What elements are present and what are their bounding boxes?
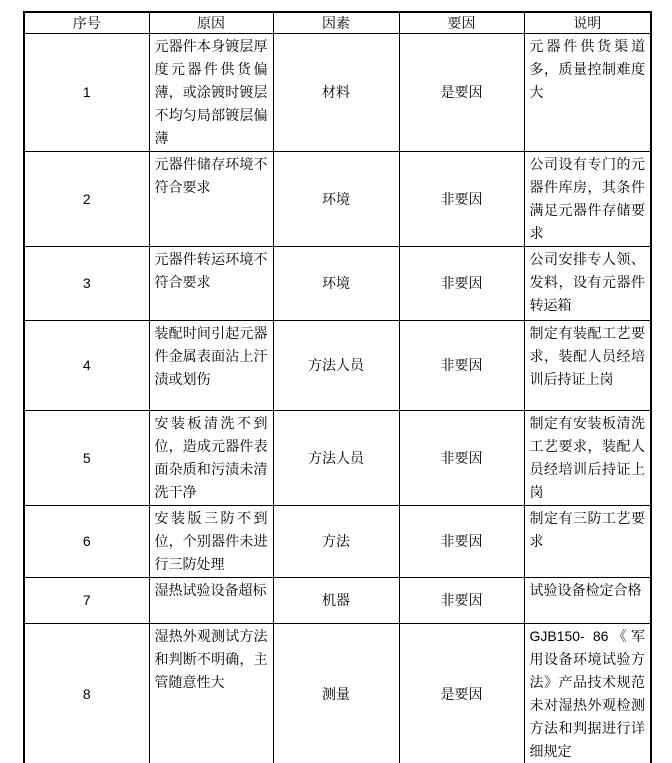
- cell-note: GJB150- 86《军用设备环境试验方法》产品技术规范未对湿热外观检测方法和判据进行详细规定: [524, 624, 651, 763]
- table-row: [24, 411, 651, 506]
- table-row: [24, 506, 651, 578]
- cell-note: 制定有安装板清洗工艺要求，装配人员经培训后持证上岗: [524, 411, 651, 506]
- col-header-factor: 因素: [273, 12, 399, 34]
- cell-no: 7: [24, 578, 149, 624]
- cell-decision: 非要因: [399, 247, 524, 321]
- table-row: [24, 321, 651, 411]
- table-row: [24, 578, 651, 624]
- cell-decision: 非要因: [399, 411, 524, 506]
- cell-factor: 测量: [273, 624, 399, 763]
- cell-note: 元器件供货渠道多，质量控制难度大: [524, 34, 651, 152]
- cell-no: 1: [24, 34, 149, 152]
- col-header-note: 说明: [524, 12, 651, 34]
- cell-decision: 非要因: [399, 152, 524, 247]
- cell-cause: 湿热试验设备超标: [149, 578, 273, 624]
- cell-factor: 方法人员: [273, 321, 399, 411]
- cell-cause: 安装版三防不到位，个别器件未进行三防处理: [149, 506, 273, 578]
- cell-decision: 是要因: [399, 624, 524, 763]
- cell-no: 2: [24, 152, 149, 247]
- table-row: [24, 34, 651, 152]
- cell-cause: 装配时间引起元器件金属表面沾上汗渍或划伤: [149, 321, 273, 411]
- cell-cause: 湿热外观测试方法和判断不明确，主管随意性大: [149, 624, 273, 763]
- cause-analysis-table: [23, 11, 652, 763]
- cell-decision: 非要因: [399, 321, 524, 411]
- cell-cause: 元器件转运环境不符合要求: [149, 247, 273, 321]
- cell-factor: 机器: [273, 578, 399, 624]
- cell-note: 试验设备检定合格: [524, 578, 651, 624]
- cell-cause: 安装板清洗不到位，造成元器件表面杂质和污渍未清洗干净: [149, 411, 273, 506]
- col-header-decision: 要因: [399, 12, 524, 34]
- cell-factor: 环境: [273, 152, 399, 247]
- cell-factor: 环境: [273, 247, 399, 321]
- cell-factor: 方法人员: [273, 411, 399, 506]
- col-header-no: 序号: [24, 12, 149, 34]
- cell-no: 8: [24, 624, 149, 763]
- cell-no: 3: [24, 247, 149, 321]
- cell-factor: 材料: [273, 34, 399, 152]
- cell-decision: 是要因: [399, 34, 524, 152]
- cell-factor: 方法: [273, 506, 399, 578]
- cell-note: 公司安排专人领、发料，设有元器件转运箱: [524, 247, 651, 321]
- table-row: [24, 152, 651, 247]
- cell-cause: 元器件储存环境不符合要求: [149, 152, 273, 247]
- cell-decision: 非要因: [399, 506, 524, 578]
- table-header-row: [24, 12, 651, 34]
- table-row: [24, 247, 651, 321]
- cell-note: 公司设有专门的元器件库房，其条件满足元器件存储要求: [524, 152, 651, 247]
- cell-note: 制定有装配工艺要求，装配人员经培训后持证上岗: [524, 321, 651, 411]
- table-row: [24, 624, 651, 763]
- cell-note: 制定有三防工艺要求: [524, 506, 651, 578]
- cell-decision: 非要因: [399, 578, 524, 624]
- cell-no: 5: [24, 411, 149, 506]
- cell-cause: 元器件本身镀层厚度元器件供货偏薄，或涂镀时镀层不均匀局部镀层偏薄: [149, 34, 273, 152]
- col-header-cause: 原因: [149, 12, 273, 34]
- cell-no: 4: [24, 321, 149, 411]
- cell-no: 6: [24, 506, 149, 578]
